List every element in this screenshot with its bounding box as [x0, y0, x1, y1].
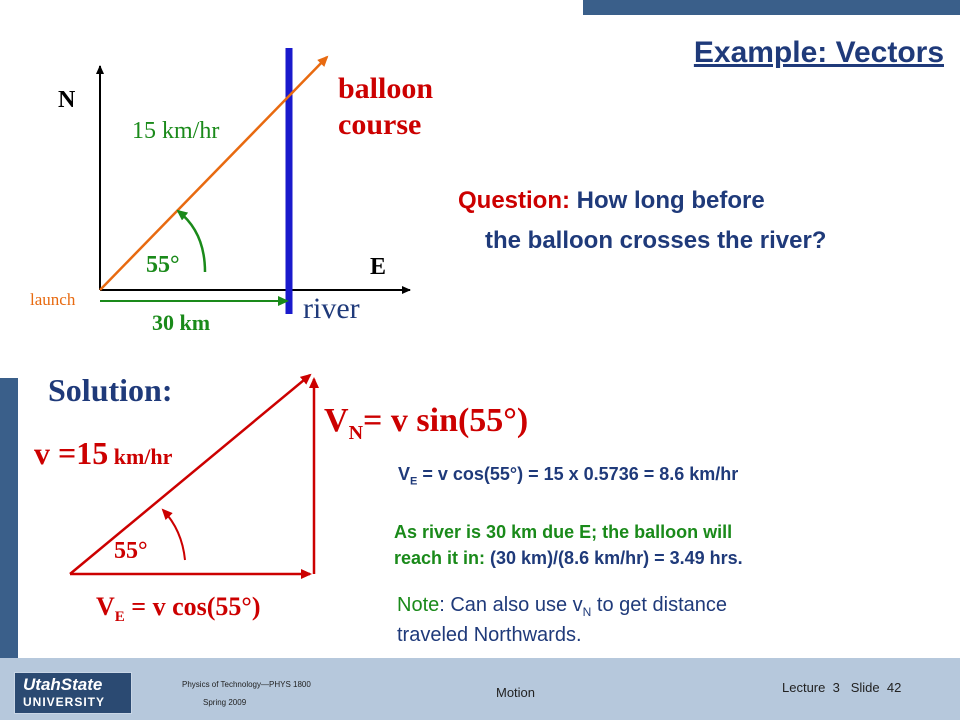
term: Spring 2009	[203, 698, 247, 707]
balloon-label-1: balloon	[338, 72, 434, 105]
river-label: river	[303, 292, 360, 325]
vn-rest: = v sin(55°)	[363, 402, 529, 439]
note-line-1	[397, 594, 727, 619]
lecture-label: Lecture	[782, 680, 826, 695]
ve-formula	[96, 592, 260, 626]
ve-calculation	[398, 464, 738, 488]
river-time-line-1: As river is 30 km due E; the balloon will	[394, 522, 733, 542]
slide-number: 42	[886, 680, 902, 695]
vn-formula	[324, 402, 528, 445]
ve-calc-subscript: E	[410, 475, 418, 488]
launch-label: launch	[30, 290, 76, 309]
lecture-number: 3	[832, 680, 840, 695]
ve-symbol: V	[96, 592, 115, 621]
note-label: Note	[397, 594, 440, 616]
angle-arc-top	[178, 211, 205, 272]
v-unit: km/hr	[108, 444, 173, 469]
balloon-label-2: course	[338, 108, 422, 141]
slide-label: Slide	[850, 680, 880, 695]
distance-label: 30 km	[152, 310, 211, 335]
question-line-1	[458, 187, 765, 215]
angle-label-top: 55°	[146, 252, 180, 278]
ve-calc-rest: = v cos(55°) = 15 x 0.5736 = 8.6 km/hr	[417, 464, 739, 484]
note-text-1a: : Can also use v	[439, 594, 583, 616]
question-label: Question:	[458, 187, 570, 214]
angle-arc-bottom	[163, 510, 185, 560]
university-logo	[14, 672, 132, 714]
vn-symbol: V	[324, 402, 349, 439]
note-subscript: N	[582, 605, 592, 619]
logo-line-1: UtahState	[23, 675, 103, 694]
note-text-1b: to get distance	[591, 594, 727, 616]
ve-subscript: E	[114, 609, 125, 626]
speed-label: 15 km/hr	[132, 118, 220, 144]
river-time-text: reach it in:	[394, 548, 491, 568]
vn-subscript: N	[348, 421, 364, 444]
note-line-2: traveled Northwards.	[397, 624, 582, 646]
north-label: N	[58, 87, 76, 113]
ve-rest: = v cos(55°)	[124, 592, 261, 621]
river-time-calc: (30 km)/(8.6 km/hr) = 3.49 hrs.	[490, 548, 743, 568]
river-time-line-2	[394, 548, 743, 569]
lecture-slide-info	[782, 680, 901, 695]
course-name: Physics of Technology—PHYS 1800	[182, 680, 311, 689]
logo-line-2: UNIVERSITY	[23, 695, 106, 709]
v-value: v =15	[34, 435, 109, 471]
slide-title: Example: Vectors	[693, 36, 944, 69]
question-line-2: the balloon crosses the river?	[485, 227, 827, 254]
angle-label-bottom: 55°	[114, 538, 148, 564]
v-label	[34, 435, 172, 472]
solution-heading: Solution:	[48, 372, 173, 408]
balloon-course-vector	[100, 57, 327, 290]
topic: Motion	[496, 685, 536, 700]
east-label: E	[370, 254, 387, 280]
question-text-1: How long before	[570, 187, 765, 214]
ve-calc-symbol: V	[398, 464, 411, 484]
